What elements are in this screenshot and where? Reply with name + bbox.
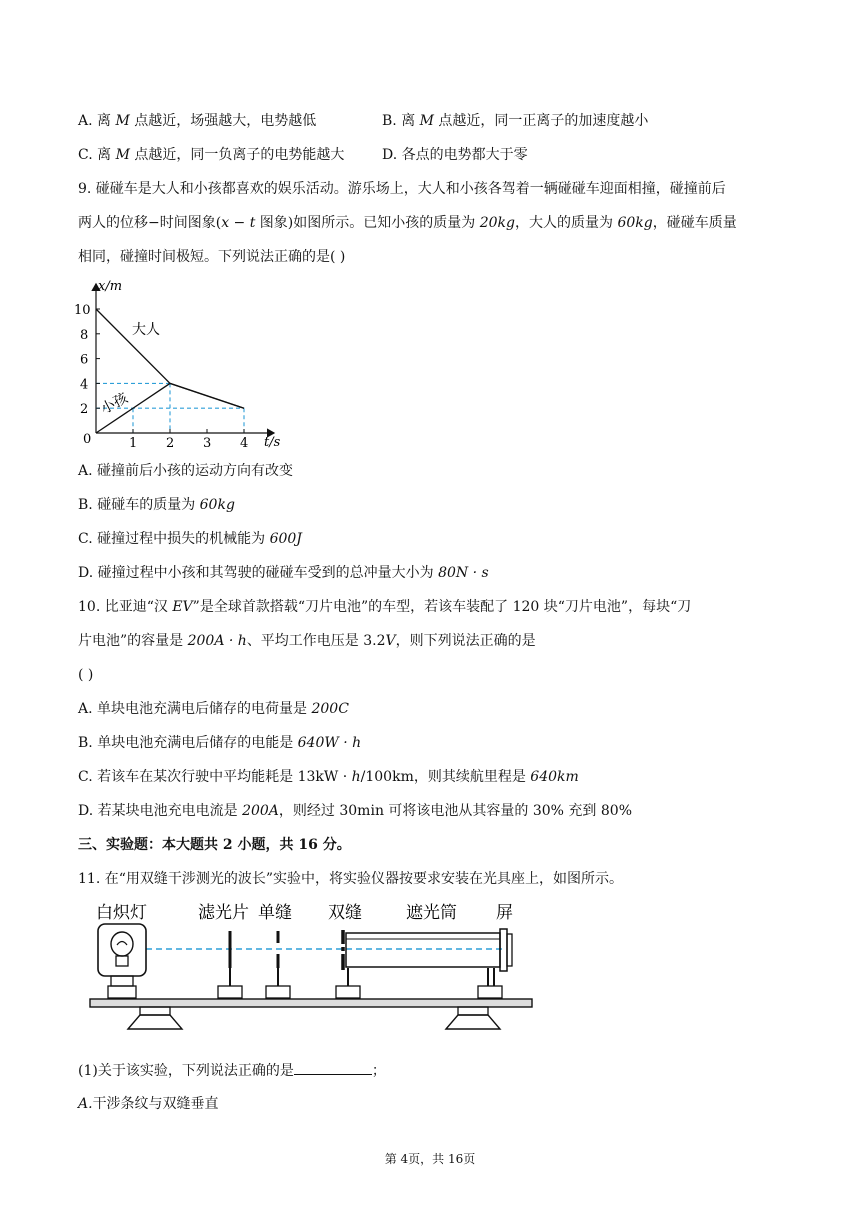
double-slit-apparatus [84,898,539,1048]
q10-stem-line3: ( ) [78,667,94,683]
tick-labels [74,303,248,451]
y-tick-label: 6 [80,352,89,368]
y-tick-label: 2 [80,402,89,418]
q8-option-b: B. 离 M 点越近，同一正离子的加速度越小 [382,113,649,129]
q10-stem-line1: 10. 比亚迪“汉 EV”是全球首款搭载“刀片电池”的车型，若该车装配了 120 块“刀片电池”，每块“刀 [78,599,692,615]
double-slit-icon [336,930,360,998]
adult-line-label: 大人 [132,322,160,338]
label-screen: 屏 [496,903,513,923]
y-axis-label: x/m [98,279,123,294]
page-footer: 第 4页，共 16页 [384,1152,476,1166]
child-line-label: 小孩 [98,390,131,418]
q10-stem-line2: 片电池”的容量是 200A · h、平均工作电压是 3.2V，则下列说法正确的是 [78,633,536,649]
q11-subquestion-1: (1)关于该实验，下列说法正确的是 ； [78,1060,386,1081]
q9-stem-line3: 相同，碰撞时间极短。下列说法正确的是( ) [78,249,346,265]
origin-label: 0 [83,432,92,447]
screen-icon [500,929,512,971]
lamp-icon [98,924,146,998]
q9-stem-line2: 两人的位移−时间图象(x − t 图象)如图所示。已知小孩的质量为 20kg，大人的质量为 60kg，碰碰车质量 [78,215,737,231]
q10-option-c: C. 若该车在某次行驶中平均能耗是 13kW · h/100km，则其续航里程是 640km [78,769,579,785]
q10-option-d: D. 若某块电池充电电流是 200A，则经过 30min 可将该电池从其容量的 30% 充到 80% [78,803,632,819]
x-tick-label: 3 [203,436,212,451]
section-heading: 三、实验题：本大题共 2 小题，共 16 分。 [78,837,351,853]
x-tick-label: 4 [240,436,249,451]
light-tube-icon [346,933,502,998]
single-slit-icon [266,931,290,998]
y-tick-label: 8 [80,327,89,343]
optical-bench [90,999,532,1029]
y-tick-label: 4 [80,377,89,393]
q8-option-c: C. 离 M 点越近，同一负离子的电势能越大 [78,147,345,163]
q8-option-d: D. 各点的电势都大于零 [382,147,528,163]
label-filter: 滤光片 [198,903,249,923]
label-single-slit: 单缝 [258,903,292,923]
x-tick-label: 2 [166,436,175,451]
q9-option-b: B. 碰碰车的质量为 60kg [78,497,235,513]
q10-option-b: B. 单块电池充满电后储存的电能是 640W · h [78,735,362,751]
q11-stem-line1: 11. 在“用双缝干涉测光的波长”实验中，将实验仪器按要求安装在光具座上，如图所示。 [78,871,624,887]
filter-icon [218,931,242,998]
xt-graph [74,276,294,451]
q9-option-a: A. 碰撞前后小孩的运动方向有改变 [78,463,294,479]
q8-option-a: A. 离 M 点越近，场强越大，电势越低 [78,113,317,129]
q9-option-d: D. 碰撞过程中小孩和其驾驶的碰碰车受到的总冲量大小为 80N · s [78,565,489,581]
y-tick-label: 10 [74,303,91,318]
q9-option-c: C. 碰撞过程中损失的机械能为 600J [78,531,302,547]
q10-option-a: A. 单块电池充满电后储存的电荷量是 200C [78,701,349,717]
q11-option-a: A.干涉条纹与双缝垂直 [78,1096,219,1112]
x-axis-label: t/s [264,435,281,450]
label-double-slit: 双缝 [328,903,362,923]
label-tube: 遮光筒 [406,903,457,923]
q9-stem-line1: 9. 碰碰车是大人和小孩都喜欢的娱乐活动。游乐场上，大人和小孩各驾着一辆碰碰车迎面相撞，碰撞前后 [78,181,726,197]
label-lamp: 白炽灯 [96,903,147,923]
answer-blank[interactable] [294,1060,372,1075]
x-tick-label: 1 [129,436,138,451]
